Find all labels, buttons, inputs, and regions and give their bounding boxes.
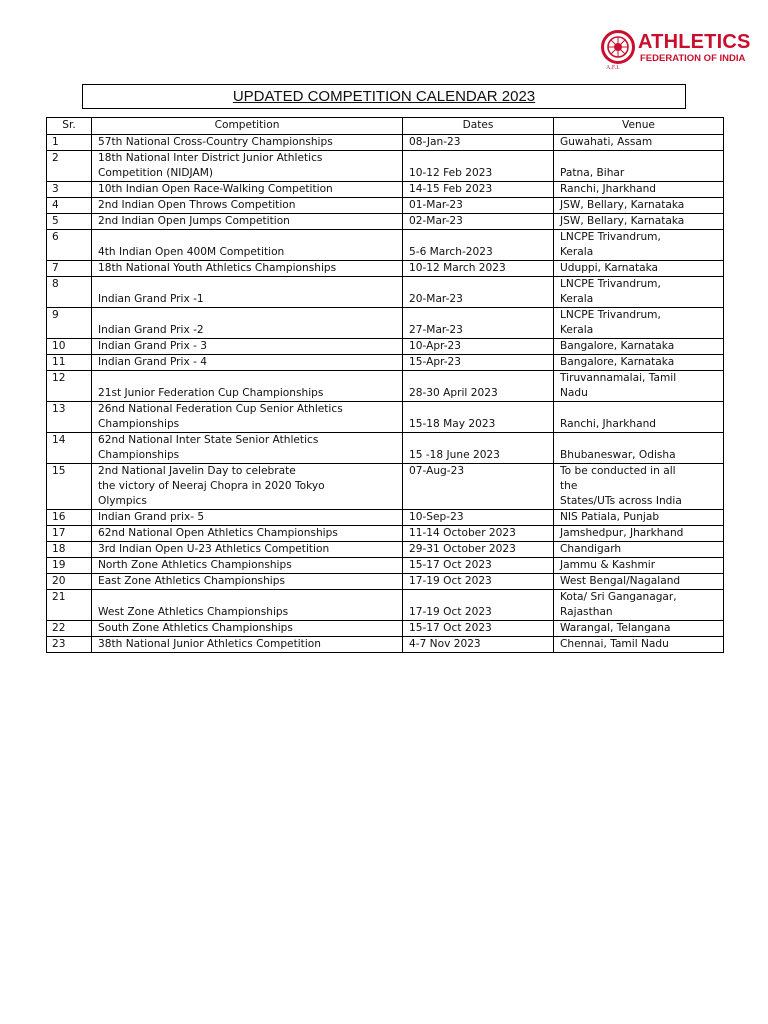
cell-dates: 14-15 Feb 2023 [403,182,554,198]
cell-venue: West Bengal/Nagaland [554,574,724,590]
table-row [47,590,724,621]
table-row [47,637,724,653]
cell-venue: Warangal, Telangana [554,621,724,637]
cell-sr: 18 [47,542,92,558]
cell-competition: 2nd National Javelin Day to celebrate the victory of Neeraj Chopra in 2020 Tokyo Olympics [92,464,403,510]
cell-venue: Chennai, Tamil Nadu [554,637,724,653]
table-header-row [47,118,724,135]
cell-competition: Indian Grand Prix -2 [92,308,403,339]
cell-sr: 19 [47,558,92,574]
cell-dates: 27-Mar-23 [403,308,554,339]
table-row [47,339,724,355]
cell-sr: 22 [47,621,92,637]
cell-dates: 07-Aug-23 [403,464,554,510]
cell-sr: 1 [47,135,92,151]
cell-venue: Ranchi, Jharkhand [554,402,724,433]
cell-sr: 17 [47,526,92,542]
cell-competition: 62nd National Inter State Senior Athletics Championships [92,433,403,464]
table-row [47,182,724,198]
cell-sr: 4 [47,198,92,214]
cell-venue: LNCPE Trivandrum, Kerala [554,277,724,308]
cell-venue: Jamshedpur, Jharkhand [554,526,724,542]
cell-competition: 38th National Junior Athletics Competition [92,637,403,653]
header-venue: Venue [554,118,724,135]
cell-venue: To be conducted in all the States/UTs across India [554,464,724,510]
table-row [47,198,724,214]
cell-sr: 5 [47,214,92,230]
table-row [47,402,724,433]
cell-competition: 2nd Indian Open Throws Competition [92,198,403,214]
cell-sr: 8 [47,277,92,308]
cell-venue: Kota/ Sri Ganganagar, Rajasthan [554,590,724,621]
cell-dates: 5-6 March-2023 [403,230,554,261]
cell-competition: Indian Grand Prix -1 [92,277,403,308]
table-body [47,135,724,653]
cell-venue: Chandigarh [554,542,724,558]
cell-competition: 10th Indian Open Race-Walking Competition [92,182,403,198]
cell-competition: West Zone Athletics Championships [92,590,403,621]
afi-emblem-icon [599,30,637,68]
document-title: UPDATED COMPETITION CALENDAR 2023 [232,88,536,105]
cell-competition: 3rd Indian Open U-23 Athletics Competition [92,542,403,558]
table-row [47,558,724,574]
cell-competition: 18th National Inter District Junior Athletics Competition (NIDJAM) [92,151,403,182]
cell-dates: 15-Apr-23 [403,355,554,371]
cell-venue: Tiruvannamalai, Tamil Nadu [554,371,724,402]
cell-dates: 02-Mar-23 [403,214,554,230]
cell-sr: 20 [47,574,92,590]
cell-dates: 15-17 Oct 2023 [403,558,554,574]
cell-venue: Bangalore, Karnataka [554,339,724,355]
table-row [47,261,724,277]
table-row [47,277,724,308]
table-row [47,464,724,510]
logo-wordmark: ATHLETICS [638,31,751,53]
cell-venue: JSW, Bellary, Karnataka [554,198,724,214]
cell-sr: 13 [47,402,92,433]
cell-sr: 14 [47,433,92,464]
cell-competition: 21st Junior Federation Cup Championships [92,371,403,402]
cell-dates: 08-Jan-23 [403,135,554,151]
cell-venue: LNCPE Trivandrum, Kerala [554,308,724,339]
cell-venue: JSW, Bellary, Karnataka [554,214,724,230]
cell-sr: 6 [47,230,92,261]
cell-competition: Indian Grand Prix - 4 [92,355,403,371]
cell-sr: 21 [47,590,92,621]
cell-sr: 2 [47,151,92,182]
cell-dates: 10-Apr-23 [403,339,554,355]
cell-competition: Indian Grand Prix - 3 [92,339,403,355]
cell-sr: 23 [47,637,92,653]
table-row [47,574,724,590]
cell-venue: NIS Patiala, Punjab [554,510,724,526]
cell-dates: 01-Mar-23 [403,198,554,214]
cell-sr: 11 [47,355,92,371]
cell-dates: 15 -18 June 2023 [403,433,554,464]
cell-competition: 57th National Cross-Country Championships [92,135,403,151]
cell-dates: 10-Sep-23 [403,510,554,526]
table-row [47,214,724,230]
afi-logo [599,30,761,74]
document-title-box [82,84,686,109]
cell-sr: 3 [47,182,92,198]
cell-dates: 20-Mar-23 [403,277,554,308]
cell-dates: 15-18 May 2023 [403,402,554,433]
cell-competition: 4th Indian Open 400M Competition [92,230,403,261]
cell-dates: 11-14 October 2023 [403,526,554,542]
cell-dates: 15-17 Oct 2023 [403,621,554,637]
cell-venue: Bhubaneswar, Odisha [554,433,724,464]
cell-venue: Jammu & Kashmir [554,558,724,574]
cell-dates: 17-19 Oct 2023 [403,590,554,621]
cell-venue: Bangalore, Karnataka [554,355,724,371]
header-competition: Competition [92,118,403,135]
cell-competition: 18th National Youth Athletics Championships [92,261,403,277]
logo-abbreviation: A.F.I. [606,65,620,71]
table-row [47,433,724,464]
cell-dates: 28-30 April 2023 [403,371,554,402]
cell-sr: 12 [47,371,92,402]
cell-sr: 10 [47,339,92,355]
table-row [47,371,724,402]
cell-venue: Ranchi, Jharkhand [554,182,724,198]
cell-sr: 7 [47,261,92,277]
table-row [47,526,724,542]
cell-competition: East Zone Athletics Championships [92,574,403,590]
cell-venue: Uduppi, Karnataka [554,261,724,277]
cell-venue: LNCPE Trivandrum, Kerala [554,230,724,261]
cell-competition: 62nd National Open Athletics Championships [92,526,403,542]
cell-sr: 16 [47,510,92,526]
cell-sr: 9 [47,308,92,339]
cell-competition: 2nd Indian Open Jumps Competition [92,214,403,230]
table-row [47,510,724,526]
table-row [47,542,724,558]
cell-competition: Indian Grand prix- 5 [92,510,403,526]
logo-subtitle: FEDERATION OF INDIA [640,53,746,64]
cell-competition: 26nd National Federation Cup Senior Athletics Championships [92,402,403,433]
cell-dates: 10-12 Feb 2023 [403,151,554,182]
cell-competition: North Zone Athletics Championships [92,558,403,574]
header-dates: Dates [403,118,554,135]
cell-venue: Guwahati, Assam [554,135,724,151]
cell-competition: South Zone Athletics Championships [92,621,403,637]
header-sr: Sr. [47,118,92,135]
table-row [47,621,724,637]
cell-venue: Patna, Bihar [554,151,724,182]
cell-dates: 4-7 Nov 2023 [403,637,554,653]
table-row [47,135,724,151]
table-row [47,308,724,339]
competition-calendar-table [46,117,724,653]
cell-dates: 17-19 Oct 2023 [403,574,554,590]
cell-dates: 10-12 March 2023 [403,261,554,277]
cell-sr: 15 [47,464,92,510]
table-row [47,230,724,261]
table-row [47,355,724,371]
table-row [47,151,724,182]
cell-dates: 29-31 October 2023 [403,542,554,558]
